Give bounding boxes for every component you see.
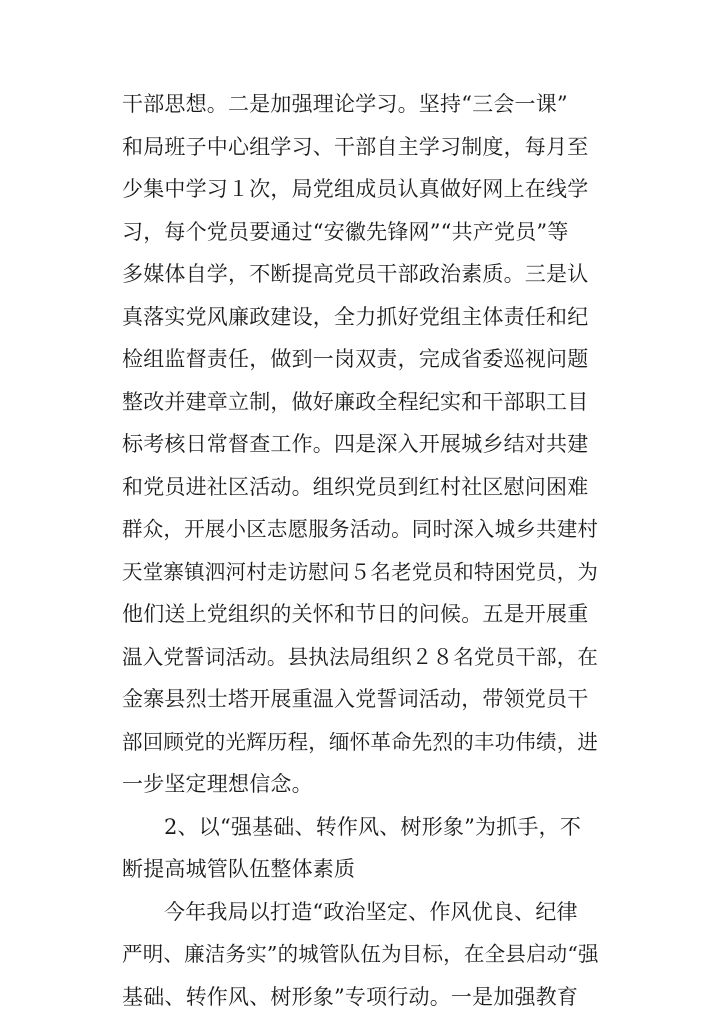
text-line-7: 检组监督责任，做到一岗双责，完成省委巡视问题 xyxy=(122,347,589,371)
text-line-9: 标考核日常督查工作。四是深入开展城乡结对共建 xyxy=(122,432,589,456)
text-line-10: 和党员进社区活动。组织党员到红村社区慰问困难 xyxy=(122,475,589,499)
text-line-4: 习，每个党员要通过“安徽先锋网”“共产党员”等 xyxy=(122,220,569,244)
text-line-11: 群众，开展小区志愿服务活动。同时深入城乡共建村 xyxy=(122,517,599,541)
text-line-21: 严明、廉洁务实”的城管队伍为目标，在全县启动“强 xyxy=(122,942,599,966)
section-heading-line-2: 断提高城管队伍整体素质 xyxy=(122,857,356,881)
text-line-13: 他们送上党组织的关怀和节日的问候。五是开展重 xyxy=(122,602,589,626)
text-line-8: 整改并建章立制，做好廉政全程纪实和干部职工目 xyxy=(122,390,589,414)
text-line-3: 少集中学习１次，局党组成员认真做好网上在线学 xyxy=(122,177,589,201)
text-line-1: 干部思想。二是加强理论学习。坚持“三会一课” xyxy=(122,92,568,116)
text-line-2: 和局班子中心组学习、干部自主学习制度，每月至 xyxy=(122,135,589,159)
section-heading-line-1: 2、以“强基础、转作风、树形象”为抓手，不 xyxy=(164,815,582,839)
text-line-12: 天堂寨镇泗河村走访慰问５名老党员和特困党员，为 xyxy=(122,560,599,584)
text-line-15: 金寨县烈士塔开展重温入党誓词活动，带领党员干 xyxy=(122,687,589,711)
text-line-20: 今年我局以打造“政治坚定、作风优良、纪律 xyxy=(164,900,578,924)
text-line-14: 温入党誓词活动。县执法局组织２８名党员干部，在 xyxy=(122,645,599,669)
text-line-16: 部回顾党的光辉历程，缅怀革命先烈的丰功伟绩，进 xyxy=(122,730,599,754)
text-line-17: 一步坚定理想信念。 xyxy=(122,772,313,796)
text-line-5: 多媒体自学，不断提高党员干部政治素质。三是认 xyxy=(122,262,589,286)
text-line-6: 真落实党风廉政建设，全力抓好党组主体责任和纪 xyxy=(122,305,589,329)
text-line-22: 基础、转作风、树形象”专项行动。一是加强教育 xyxy=(122,985,579,1009)
